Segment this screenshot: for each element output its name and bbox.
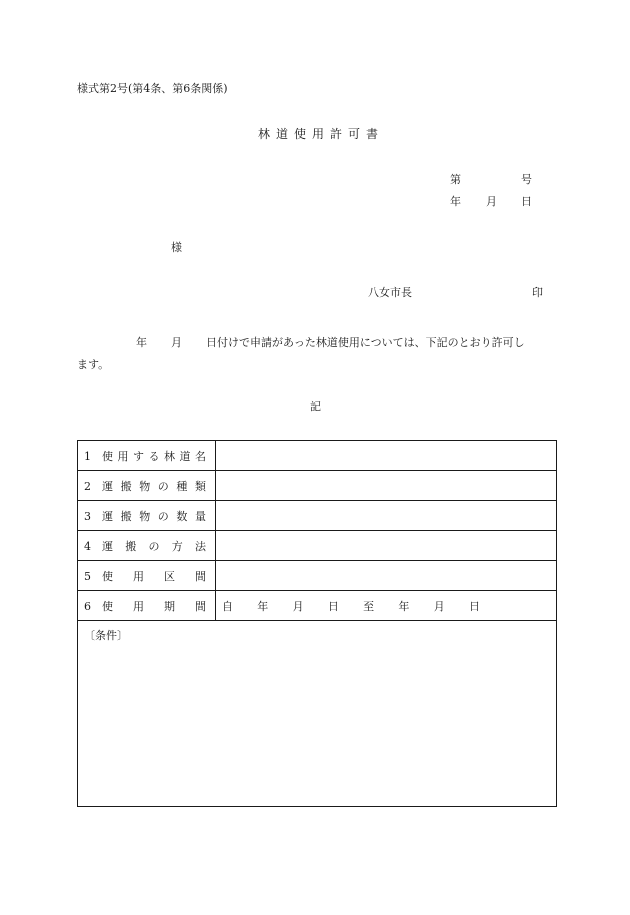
form-number: 様式第2号(第4条、第6条関係) <box>77 82 228 95</box>
table-row <box>78 591 557 621</box>
cargo-type-field[interactable] <box>216 471 557 501</box>
date-day: 日 <box>521 195 532 208</box>
doc-number-prefix: 第 <box>450 173 461 186</box>
table-row <box>78 561 557 591</box>
body-text-line2: ます。 <box>77 358 110 371</box>
conditions-field[interactable] <box>78 621 557 807</box>
table-row <box>78 441 557 471</box>
table-row <box>78 531 557 561</box>
row-label: 5 使 用 区 間 <box>78 561 216 591</box>
note-heading: 記 <box>310 400 321 413</box>
forest-road-name-field[interactable] <box>216 441 557 471</box>
row-label: 3 運 搬 物 の 数 量 <box>78 501 216 531</box>
usage-period-field[interactable] <box>216 591 557 621</box>
cargo-quantity-field[interactable] <box>216 501 557 531</box>
conditions-row <box>78 621 557 807</box>
body-text-line1: 日付けで申請があった林道使用については、下記のとおり許可し <box>206 336 525 349</box>
body-paragraph <box>77 332 559 376</box>
permit-table <box>77 440 557 807</box>
row-label: 1 使 用 す る 林 道 名 <box>78 441 216 471</box>
body-month: 月 <box>171 336 182 349</box>
period-labels: 自 年 月 日 至 年 月 日 <box>222 599 480 613</box>
table-row <box>78 501 557 531</box>
doc-number-suffix: 号 <box>521 173 532 186</box>
row-label: 2 運 搬 物 の 種 類 <box>78 471 216 501</box>
date-year: 年 <box>450 195 461 208</box>
document-title: 林道使用許可書 <box>258 127 385 141</box>
issuer-seal: 印 <box>532 286 543 299</box>
transport-method-field[interactable] <box>216 531 557 561</box>
issuer-name: 八女市長 <box>368 286 412 299</box>
row-label: 4 運 搬 の 方 法 <box>78 531 216 561</box>
row-label: 6 使 用 期 間 <box>78 591 216 621</box>
usage-section-field[interactable] <box>216 561 557 591</box>
date-month: 月 <box>486 195 497 208</box>
table-row <box>78 471 557 501</box>
addressee-honorific: 様 <box>171 241 182 254</box>
conditions-label: 〔条件〕 <box>84 629 128 642</box>
body-year: 年 <box>136 336 147 349</box>
